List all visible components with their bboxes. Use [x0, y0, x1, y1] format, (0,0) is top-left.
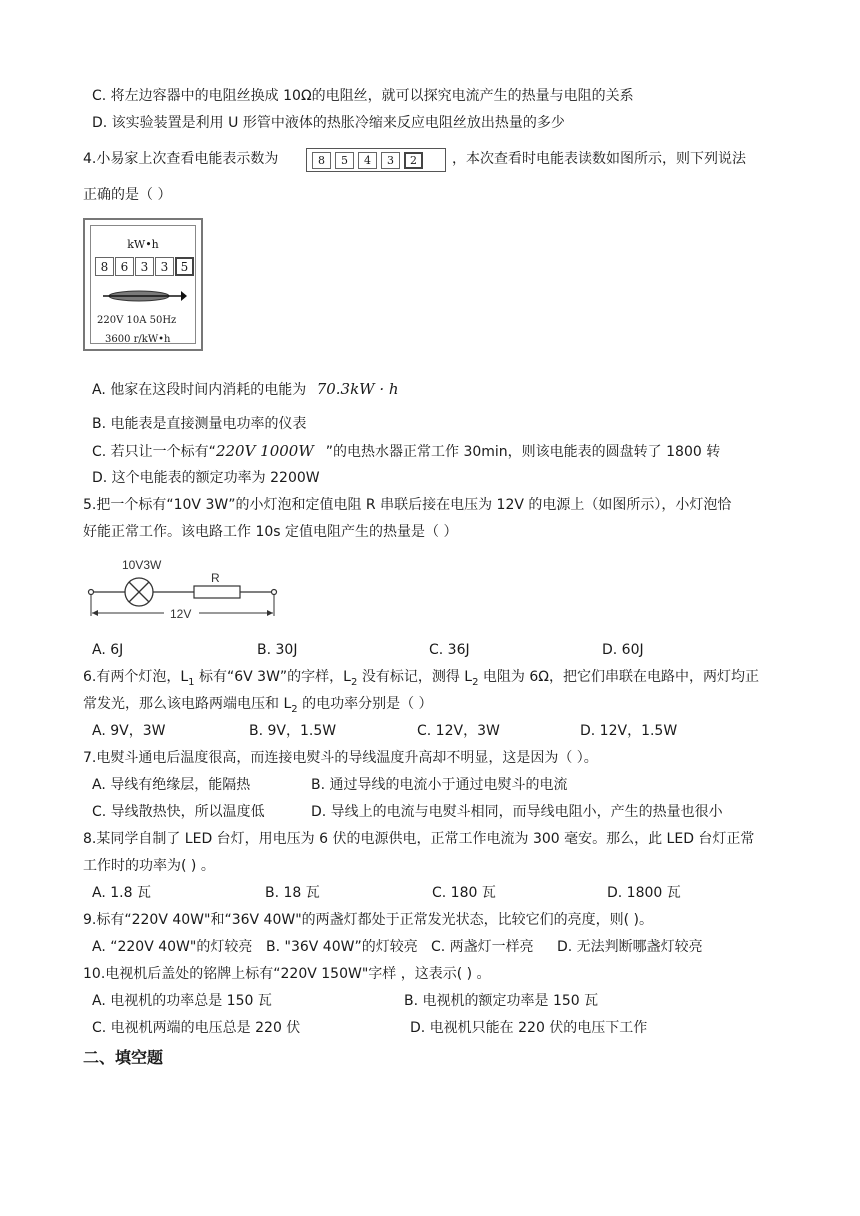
q6-text: 的电功率分别是（ ） [297, 696, 433, 712]
lamp-label: 10V3W [122, 558, 162, 572]
q7-stem: 7.电熨斗通电后温度很高，而连接电熨斗的导线温度升高却不明显，这是因为（ ）。 [83, 750, 598, 766]
subscript: 1 [188, 676, 195, 688]
q10-option-c: C. 电视机两端的电压总是 220 伏 [92, 1020, 301, 1036]
meter-digits [95, 257, 195, 276]
q10-stem: 10.电视机后盖处的铭牌上标有“220V 150W"字样 ，这表示( ) 。 [83, 966, 491, 982]
q4-option-c-text-end: ”的电热水器正常工作 30min，则该电能表的圆盘转了 1800 转 [325, 444, 721, 460]
q6-text: 6.有两个灯泡，L [83, 669, 189, 685]
meter-digit: 3 [155, 257, 174, 276]
q6-option-c: C. 12V，3W [417, 723, 500, 739]
circuit-diagram [84, 554, 284, 624]
subscript: 2 [291, 703, 298, 715]
q3-option-d: D. 该实验装置是利用 U 形管中液体的热胀冷缩来反应电阻丝放出热量的多少 [92, 115, 565, 131]
meter-digit: 5 [335, 152, 354, 169]
q6-stem [83, 667, 759, 693]
q4-option-a [92, 379, 399, 400]
q4-stem-end: ，本次查看时电能表读数如图所示，则下列说法 [452, 151, 746, 167]
meter-disc-arrow-icon [101, 288, 187, 304]
meter-digit: 3 [381, 152, 400, 169]
q6-option-d: D. 12V，1.5W [580, 723, 678, 739]
q6-text: 没有标记，测得 L [357, 669, 473, 685]
subscript: 2 [472, 676, 479, 688]
q6-text: 电阻为 6Ω，把它们串联在电路中，两灯均正 [478, 669, 759, 685]
q5-option-c: C. 36J [429, 642, 470, 658]
q4-stem-start: 4.小易家上次查看电能表示数为 [83, 151, 279, 167]
q5-option-b: B. 30J [257, 642, 298, 658]
meter-digit: 6 [115, 257, 134, 276]
q8-stem: 8.某同学自制了 LED 台灯，用电压为 6 伏的电源供电，正常工作电流为 300 毫安。那么，此 LED 台灯正常 [83, 831, 755, 847]
q5-stem-cont: 好能正常工作。该电路工作 10s 定值电阻产生的热量是（ ） [83, 524, 458, 540]
q5-option-a: A. 6J [92, 642, 124, 658]
meter-digit: 8 [312, 152, 331, 169]
q4-option-b: B. 电能表是直接测量电功率的仪表 [92, 416, 307, 432]
q6-text: 常发光，那么该电路两端电压和 L [83, 696, 292, 712]
q8-option-c: C. 180 瓦 [432, 885, 496, 901]
meter-digit: 5 [175, 257, 194, 276]
q5-stem: 5.把一个标有“10V 3W”的小灯泡和定值电阻 R 串联后接在电压为 12V 的电源上（如图所示），小灯泡恰 [83, 497, 732, 513]
meter-inline-reading [306, 148, 446, 172]
q4-option-d: D. 这个电能表的额定功率为 2200W [92, 470, 320, 486]
meter-digit: 3 [135, 257, 154, 276]
q4-option-a-math: 70.3kW · h [316, 380, 399, 398]
meter-digit: 8 [95, 257, 114, 276]
q6-stem-cont [83, 694, 433, 720]
meter-spec-rating: 220V 10A 50Hz [97, 315, 177, 326]
q10-option-d: D. 电视机只能在 220 伏的电压下工作 [410, 1020, 648, 1036]
q10-option-b: B. 电视机的额定功率是 150 瓦 [404, 993, 599, 1009]
q8-option-d: D. 1800 瓦 [607, 885, 681, 901]
subscript: 2 [351, 676, 358, 688]
q4-option-c-math: 220V 1000W [215, 442, 314, 460]
q4-option-a-text: A. 他家在这段时间内消耗的电能为 [92, 382, 307, 398]
q7-option-b: B. 通过导线的电流小于通过电熨斗的电流 [311, 777, 568, 793]
q6-option-a: A. 9V，3W [92, 723, 166, 739]
q3-option-c: C. 将左边容器中的电阻丝换成 10Ω的电阻丝，就可以探究电流产生的热量与电阻的关系 [92, 88, 634, 104]
meter-unit: kW•h [127, 238, 159, 251]
q6-text: 标有“6V 3W”的字样，L [194, 669, 351, 685]
meter-digit: 2 [404, 152, 423, 169]
q7-option-d: D. 导线上的电流与电熨斗相同，而导线电阻小，产生的热量也很小 [311, 804, 723, 820]
q9-option-c: C. 两盏灯一样亮 [431, 939, 534, 955]
q7-option-a: A. 导线有绝缘层，能隔热 [92, 777, 251, 793]
q6-option-b: B. 9V，1.5W [249, 723, 337, 739]
voltage-label: 12V [170, 607, 192, 621]
meter-digit: 4 [358, 152, 377, 169]
resistor-icon [194, 586, 240, 598]
q5-option-d: D. 60J [602, 642, 644, 658]
meter-spec-constant: 3600 r/kW•h [105, 334, 171, 345]
electricity-meter-figure [83, 218, 203, 351]
q4-option-c-text: C. 若只让一个标有“ [92, 444, 216, 460]
q9-option-a: A. “220V 40W"的灯较亮 [92, 939, 253, 955]
q9-option-d: D. 无法判断哪盏灯较亮 [557, 939, 703, 955]
section-title: 二、填空题 [83, 1048, 164, 1067]
q7-option-c: C. 导线散热快，所以温度低 [92, 804, 265, 820]
q4-option-c [92, 441, 720, 462]
q10-option-a: A. 电视机的功率总是 150 瓦 [92, 993, 272, 1009]
q4-stem-cont: 正确的是（ ） [83, 187, 172, 203]
resistor-label: R [211, 571, 220, 585]
q9-option-b: B. "36V 40W”的灯较亮 [266, 939, 418, 955]
q8-option-a: A. 1.8 瓦 [92, 885, 151, 901]
q9-stem: 9.标有“220V 40W"和“36V 40W"的两盏灯都处于正常发光状态，比较它们的亮度，则( )。 [83, 912, 654, 928]
q8-option-b: B. 18 瓦 [265, 885, 320, 901]
q8-stem-cont: 工作时的功率为( ) 。 [83, 858, 215, 874]
